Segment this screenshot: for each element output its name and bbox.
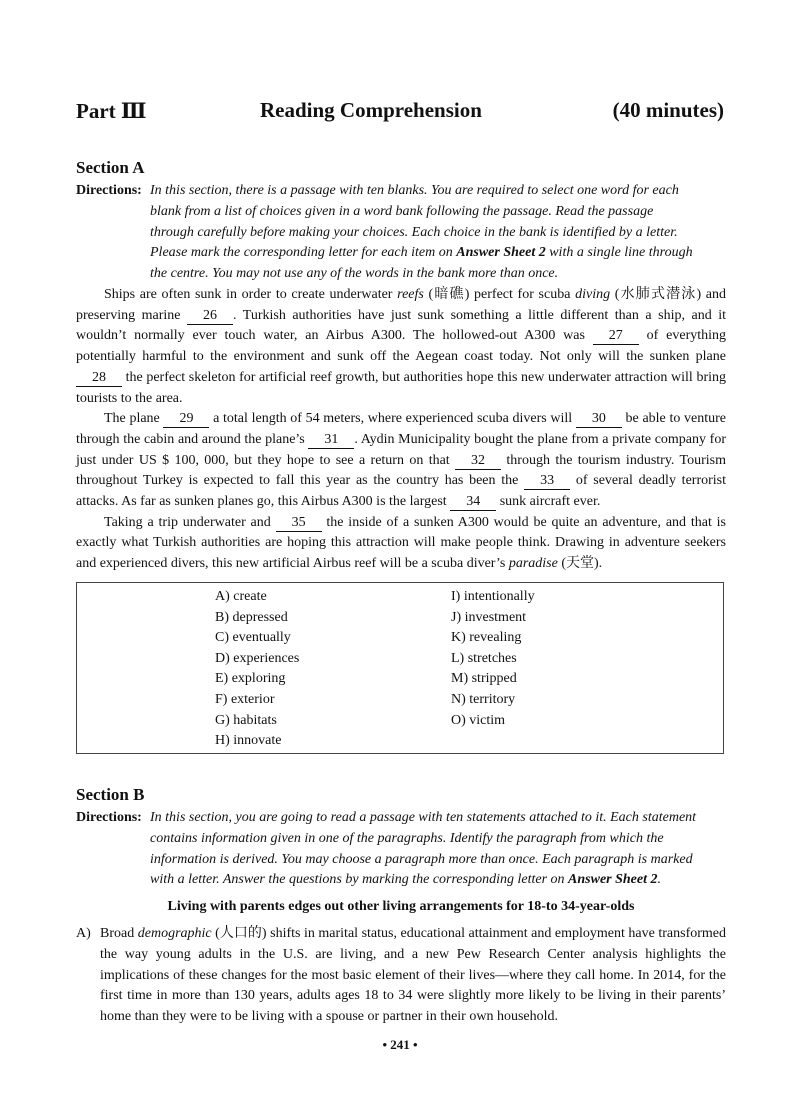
directions-line: In this section, there is a passage with ten blanks. You are required to select one word for each: [150, 183, 679, 198]
word-bank-option: N) territory: [451, 691, 516, 707]
answer-sheet-ref: Answer Sheet 2: [456, 245, 546, 261]
word-bank-option: H) innovate: [215, 733, 282, 749]
directions-line: blank from a list of choices given in a word bank following the passage. Read the passage: [150, 203, 654, 219]
part-title: Reading Comprehension: [260, 98, 482, 122]
word-bank-option: J) investment: [451, 609, 527, 625]
directions-line: information is derived. You may choose a paragraph more than once. Each paragraph is marked: [150, 851, 693, 867]
part-number: Part Ⅲ: [76, 99, 147, 123]
blank-28: 28: [76, 370, 122, 387]
word-bank-option: M) stripped: [451, 671, 517, 687]
directions-line: through carefully before making your choices. Each choice in the bank is identified by a letter.: [150, 224, 678, 240]
directions-line: In this section, you are going to read a passage with ten statements attached to it. Each statement: [150, 810, 697, 825]
word-bank-option: I) intentionally: [451, 589, 535, 604]
section-a-passage: [76, 285, 726, 575]
section-b-directions: [76, 808, 726, 891]
word-bank: [76, 582, 724, 754]
section-b-title: Section B: [76, 785, 145, 804]
directions-label: Directions:: [76, 183, 142, 198]
paragraph-text: Broad demographic (人口的) shifts in marital status, educational attainment and employment have transformed the way young adults in the U.S. are living, and a new Pew Research Center analysis highlights the implications of these changes for the most basic element of their lives—where they call home. In 2014, for the first time in more than 130 years, adults ages 18 to 34 were slightly more likely to be living in their parents’ home than they were to be living with a spouse or partner in their own household.: [100, 926, 726, 1025]
word-bank-option: K) revealing: [451, 630, 522, 646]
blank-27: 27: [593, 328, 639, 345]
blank-26: 26: [187, 308, 233, 325]
blank-33: 33: [524, 473, 570, 490]
answer-sheet-ref: Answer Sheet 2: [568, 872, 658, 888]
word-bank-option: G) habitats: [215, 712, 277, 728]
directions-line: with a letter. Answer the questions by marking the corresponding letter on Answer Sheet 2.: [150, 872, 661, 888]
word-bank-option: A) create: [215, 589, 267, 604]
directions-line: contains information given in one of the paragraphs. Identify the paragraph from which the: [150, 830, 664, 846]
passage-paragraph: Taking a trip underwater and 35 the inside of a sunken A300 would be quite an adventure, and that is exactly what Turkish authorities are hoping this attraction will make people think. Drawing in adventure seekers and experienced divers, this new artificial Airbus reef will be a scuba diver’s paradise (天堂).: [76, 514, 726, 572]
directions-text: [150, 808, 726, 891]
section-a-directions: [76, 181, 726, 285]
directions-line: Please mark the corresponding letter for each item on Answer Sheet 2 with a single line through: [150, 245, 693, 261]
word-bank-option: O) victim: [451, 712, 506, 728]
directions-line: the centre. You may not use any of the words in the bank more than once.: [150, 266, 559, 282]
word-bank-option: C) eventually: [215, 630, 291, 646]
blank-31: 31: [308, 432, 354, 449]
word-bank-option: B) depressed: [215, 609, 288, 625]
word-bank-option: D) experiences: [215, 650, 300, 666]
part-header: [76, 98, 724, 128]
blank-32: 32: [455, 453, 501, 470]
blank-30: 30: [576, 411, 622, 428]
word-bank-option: E) exploring: [215, 671, 286, 687]
passage-paragraph: The plane 29 a total length of 54 meters, where experienced scuba divers will 30 be able to venture through the cabin and around the plane’s 31 . Aydin Municipality bought the plane from a private company for just under US $ 100, 000, but they hope to see a return on that 32 through the tourism industry. Tourism throughout Turkey is expected to fall this year as the country has been the 33 of several deadly terrorist attacks. As far as sunken planes go, this Airbus A300 is the largest 34 sunk aircraft ever.: [76, 411, 726, 510]
word-bank-column-2: [451, 587, 535, 731]
paragraph-label: A): [76, 926, 91, 941]
time-limit: (40 minutes): [612, 98, 724, 122]
blank-35: 35: [276, 515, 322, 532]
section-a-title: Section A: [76, 158, 145, 177]
blank-29: 29: [163, 411, 209, 428]
word-bank-option: F) exterior: [215, 691, 275, 707]
directions-text: [150, 181, 726, 285]
directions-label: Directions:: [76, 810, 142, 825]
passage-paragraph: Ships are often sunk in order to create underwater reefs (暗礁) perfect for scuba diving (水肺式潜泳) and preserving marine 26 . Turkish authorities have just sunk something a little different than a ship, and it wouldn’t normally ever touch water, an Airbus A300. The hollowed-out A300 was 27 of everything potentially harmful to the environment and sunk off the Aegean coast today. Not only will the sunken plane 28 the perfect skeleton for artificial reef growth, but authorities hope this new underwater attraction will bring tourists to the area.: [76, 287, 727, 406]
paragraph-a: [76, 924, 726, 1028]
word-bank-column-1: [215, 587, 299, 752]
word-bank-option: L) stretches: [451, 650, 517, 666]
page-number: • 241 •: [382, 1037, 418, 1052]
blank-34: 34: [450, 494, 496, 511]
article-title: Living with parents edges out other living arrangements for 18-to 34-year-olds: [167, 899, 635, 914]
